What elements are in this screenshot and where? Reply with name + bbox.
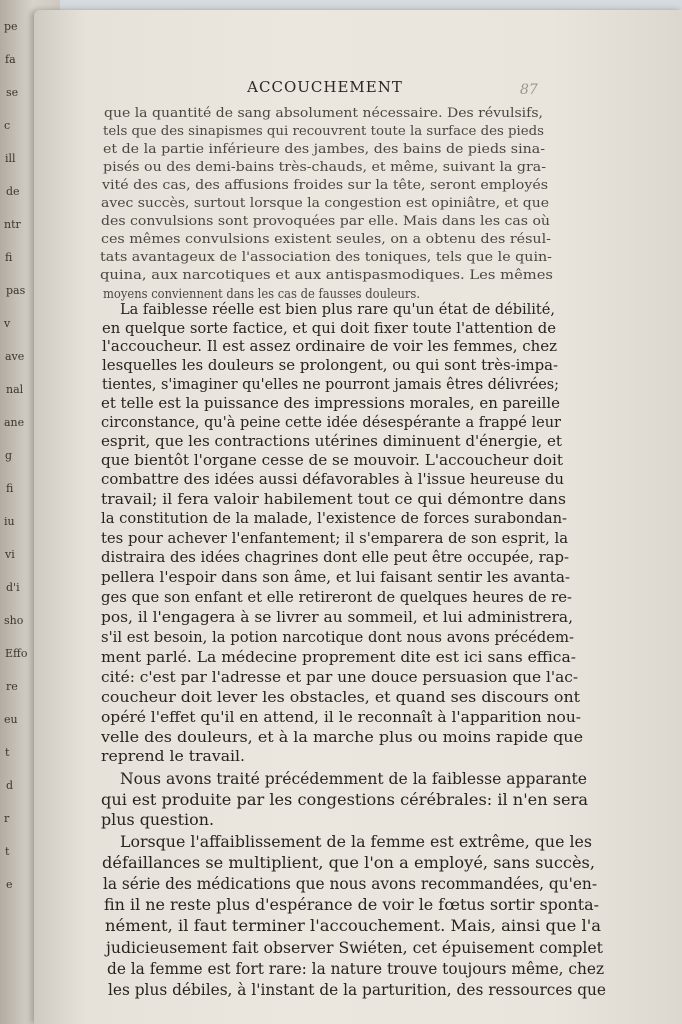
text-line: esprit, que les contractions utérines diminuent d'énergie, et <box>101 432 562 450</box>
text-line: que la quantité de sang absolument nécessaire. Des révulsifs, <box>104 106 543 121</box>
left-page-fragment: pe <box>4 20 18 33</box>
left-page-fragment: sho <box>4 614 24 627</box>
text-line: ges que son enfant et elle retireront de quelques heures de re- <box>101 588 572 606</box>
text-line: avec succès, surtout lorsque la congestion est opiniâtre, et que <box>101 196 549 211</box>
text-line: coucheur doit lever les obstacles, et quand ses discours ont <box>101 688 581 706</box>
text-line: velle des douleurs, et à la marche plus ou moins rapide que <box>101 728 584 746</box>
left-page-fragment: fi <box>6 482 14 495</box>
left-page-fragment: de <box>6 185 20 198</box>
text-line: Nous avons traité précédemment de la faiblesse apparante <box>120 769 588 788</box>
left-page-fragment: ane <box>4 416 25 429</box>
text-line: la série des médications que nous avons recommandées, qu'en- <box>103 874 598 893</box>
text-line: pisés ou des demi-bains très-chauds, et même, suivant la gra- <box>103 160 547 175</box>
left-page-fragment: vi <box>5 548 15 561</box>
text-line: La faiblesse réelle est bien plus rare qu'un état de débilité, <box>120 300 555 318</box>
left-page-fragment: t <box>5 746 10 759</box>
text-line: judicieusement fait observer Swiéten, cet épuisement complet <box>106 938 603 957</box>
text-line: ment parlé. La médecine proprement dite est ici sans effica- <box>101 648 576 666</box>
text-line: les plus débiles, à l'instant de la parturition, des ressources que <box>108 980 606 999</box>
left-page-fragment: se <box>6 86 19 99</box>
left-page-fragment: ave <box>5 350 25 363</box>
text-line: l'accoucheur. Il est assez ordinaire de voir les femmes, chez <box>102 337 557 355</box>
left-page-fragment: t <box>5 845 10 858</box>
text-line: des convulsions sont provoquées par elle. Mais dans les cas où <box>101 214 550 229</box>
text-line: de la femme est fort rare: la nature trouve toujours même, chez <box>107 959 605 978</box>
left-page-fragment: d <box>6 779 14 792</box>
left-page-fragment: e <box>6 878 13 891</box>
text-line: s'il est besoin, la potion narcotique dont nous avons précédem- <box>101 628 575 646</box>
text-line: tientes, s'imaginer qu'elles ne pourront jamais êtres délivrées; <box>102 375 559 393</box>
left-page-fragment: ntr <box>4 218 21 231</box>
text-line: la constitution de la malade, l'existence de forces surabondan- <box>101 509 568 527</box>
text-line: quina, aux narcotiques et aux antispasmodiques. Les mêmes <box>100 268 553 283</box>
left-page-fragment: r <box>4 812 10 825</box>
left-page-fragment: c <box>4 119 11 132</box>
left-page-fragment: re <box>6 680 18 693</box>
text-line: défaillances se multiplient, que l'on a employé, sans succès, <box>102 853 596 872</box>
left-page-fragment: g <box>5 449 13 462</box>
text-line: cité: c'est par l'adresse et par une douce persuasion que l'ac- <box>101 668 579 686</box>
text-line: travail; il fera valoir habilement tout ce qui démontre dans <box>101 490 566 508</box>
text-line: fin il ne reste plus d'espérance de voir le fœtus sortir sponta- <box>104 895 600 914</box>
text-line: pellera l'espoir dans son âme, et lui faisant sentir les avanta- <box>101 568 570 586</box>
text-line: lesquelles les douleurs se prolongent, ou qui sont très-impa- <box>102 356 559 374</box>
text-line: Lorsque l'affaiblissement de la femme est extrême, que les <box>120 832 592 851</box>
left-page-fragment: fa <box>5 53 16 66</box>
left-page-fragment: ill <box>5 152 16 165</box>
text-line: moyens conviennent dans les cas de fausses douleurs. <box>103 287 421 302</box>
text-line: et de la partie inférieure des jambes, des bains de pieds sina- <box>103 142 546 157</box>
left-page-fragment: Effo <box>5 647 28 660</box>
text-line: tels que des sinapismes qui recouvrent toute la surface des pieds <box>103 124 545 139</box>
page-number: 87 <box>520 82 538 98</box>
text-line: qui est produite par les congestions cérébrales: il n'en sera <box>101 790 588 809</box>
text-line: distraira des idées chagrines dont elle peut être occupée, rap- <box>101 548 569 566</box>
text-line: pos, il l'engagera à se livrer au sommeil, et lui administrera, <box>101 608 574 626</box>
left-page-fragment: iu <box>4 515 15 528</box>
text-line: tats avantageux de l'association des toniques, tels que le quin- <box>100 250 553 265</box>
text-line: nément, il faut terminer l'accouchement. Mais, ainsi que l'a <box>105 916 601 935</box>
left-page-fragment: nal <box>6 383 24 396</box>
text-line: opéré l'effet qu'il en attend, il le reconnaît à l'apparition nou- <box>101 708 582 726</box>
text-line: combattre des idées aussi défavorables à l'issue heureuse du <box>101 470 565 488</box>
text-line: reprend le travail. <box>101 747 246 765</box>
left-page-fragment: eu <box>4 713 18 726</box>
text-line: et telle est la puissance des impressions morales, en pareille <box>101 394 560 412</box>
left-page-fragment: v <box>4 317 11 330</box>
text-line: en quelque sorte factice, et qui doit fixer toute l'attention de <box>102 319 556 337</box>
text-line: plus question. <box>101 810 215 829</box>
text-line: tes pour achever l'enfantement; il s'emparera de son esprit, la <box>101 529 569 547</box>
left-page-fragment: fi <box>5 251 13 264</box>
running-head: ACCOUCHEMENT <box>247 78 403 96</box>
left-page-fragment: d'i <box>6 581 20 594</box>
text-line: vité des cas, des affusions froides sur la tête, seront employés <box>102 178 549 193</box>
left-page-fragment: pas <box>6 284 26 297</box>
text-line: circonstance, qu'à peine cette idée désespérante a frappé leur <box>101 413 561 431</box>
text-line: que bientôt l'organe cesse de se mouvoir. L'accoucheur doit <box>101 451 563 469</box>
text-line: ces mêmes convulsions existent seules, on a obtenu des résul- <box>101 232 551 247</box>
